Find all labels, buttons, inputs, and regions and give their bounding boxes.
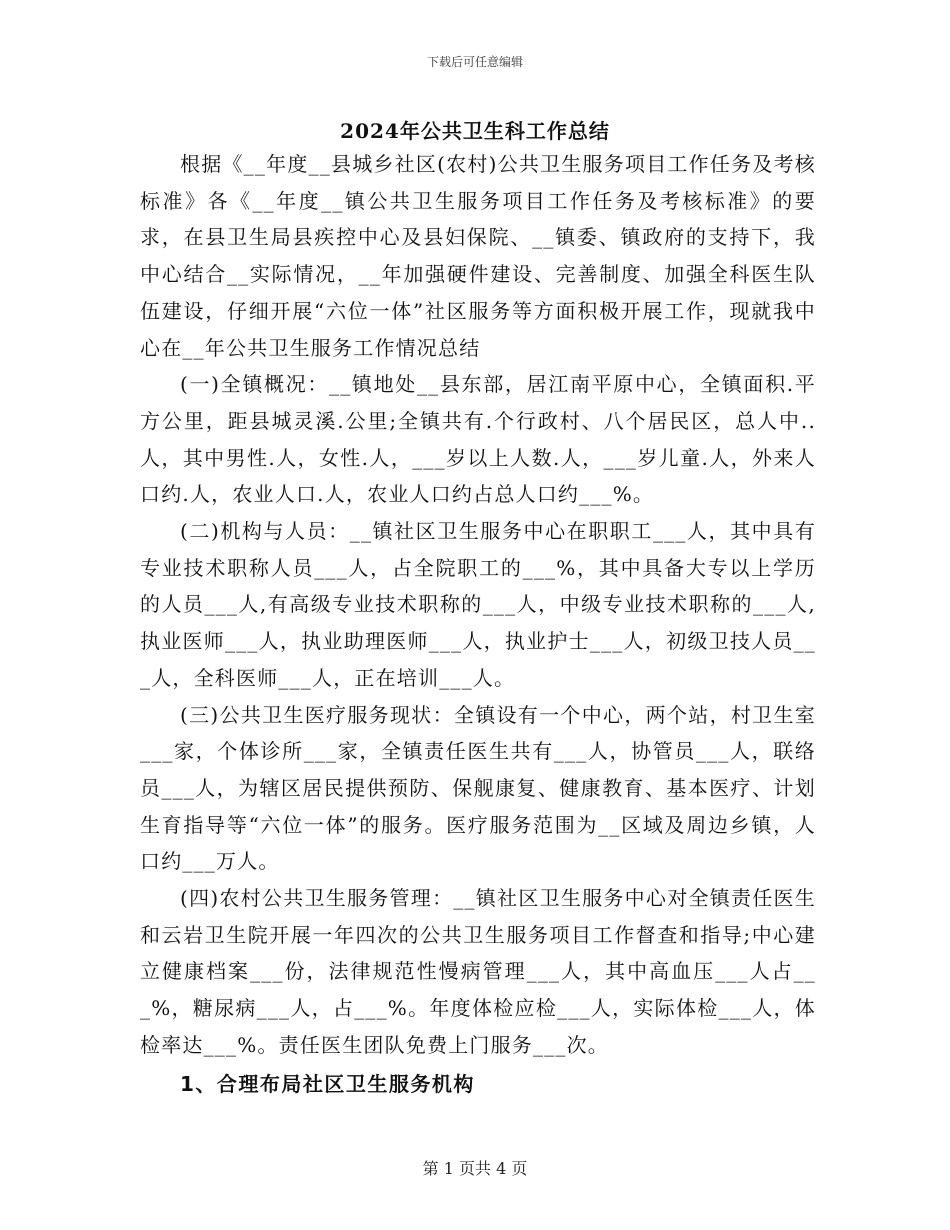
paragraph-rural-management: (四)农村公共卫生服务管理：__镇社区卫生服务中心对全镇责任医生和云岩卫生院开展一年四次的公共卫生服务项目工作督查和指导;中心建立健康档案___份，法律规范性慢病管理___人，其中高血压___人占___%，糖尿病___人，占___%。年度体检应检___人，实际体检___人，体检率达___%。责任医生团队免费上门服务___次。: [140, 886, 816, 1057]
document-title: 2024年公共卫生科工作总结: [340, 119, 610, 143]
paragraph-staff: (二)机构与人员：__镇社区卫生服务中心在职职工___人，其中具有专业技术职称人员___人，占全院职工的___%，其中具备大专以上学历的人员___人,有高级专业技术职称的___人，中级专业技术职称的___人,执业医师___人，执业助理医师___人，执业护士___人，初级卫技人员___人，全科医师___人，正在培训___人。: [140, 519, 816, 690]
paragraph-intro: 根据《__年度__县城乡社区(农村)公共卫生服务项目工作任务及考核标准》各《__年度__镇公共卫生服务项目工作任务及考核标准》的要求，在县卫生局县疾控中心及县妇保院、__镇委、镇政府的支持下，我中心结合__实际情况，__年加强硬件建设、完善制度、加强全科医生队伍建设，仔细开展“六位一体”社区服务等方面积极开展工作，现就我中心在__年公共卫生服务工作情况总结: [140, 152, 816, 360]
document-body: [140, 146, 816, 1102]
page-footer: 第 1 页共 4 页: [422, 1159, 528, 1178]
paragraph-town-overview: (一)全镇概况：__镇地处__县东部，居江南平原中心，全镇面积.平方公里，距县城灵溪.公里;全镇共有.个行政村、八个居民区，总人中..人，其中男性.人，女性.人，___岁以上人数.人，___岁儿童.人，外来人口约.人，农业人口.人，农业人口约占总人口约___%。: [140, 372, 816, 507]
header-note: 下载后可任意编辑: [426, 55, 523, 69]
paragraph-service-status: (三)公共卫生医疗服务现状：全镇设有一个中心，两个站，村卫生室___家，个体诊所___家，全镇责任医生共有___人，协管员___人，联络员___人，为辖区居民提供预防、保舰康复、健康教育、基本医疗、计划生育指导等“六位一体”的服务。医疗服务范围为__区域及周边乡镇，人口约___万人。: [140, 702, 816, 874]
section-heading: 1、合理布局社区卫生服务机构: [180, 1071, 475, 1096]
